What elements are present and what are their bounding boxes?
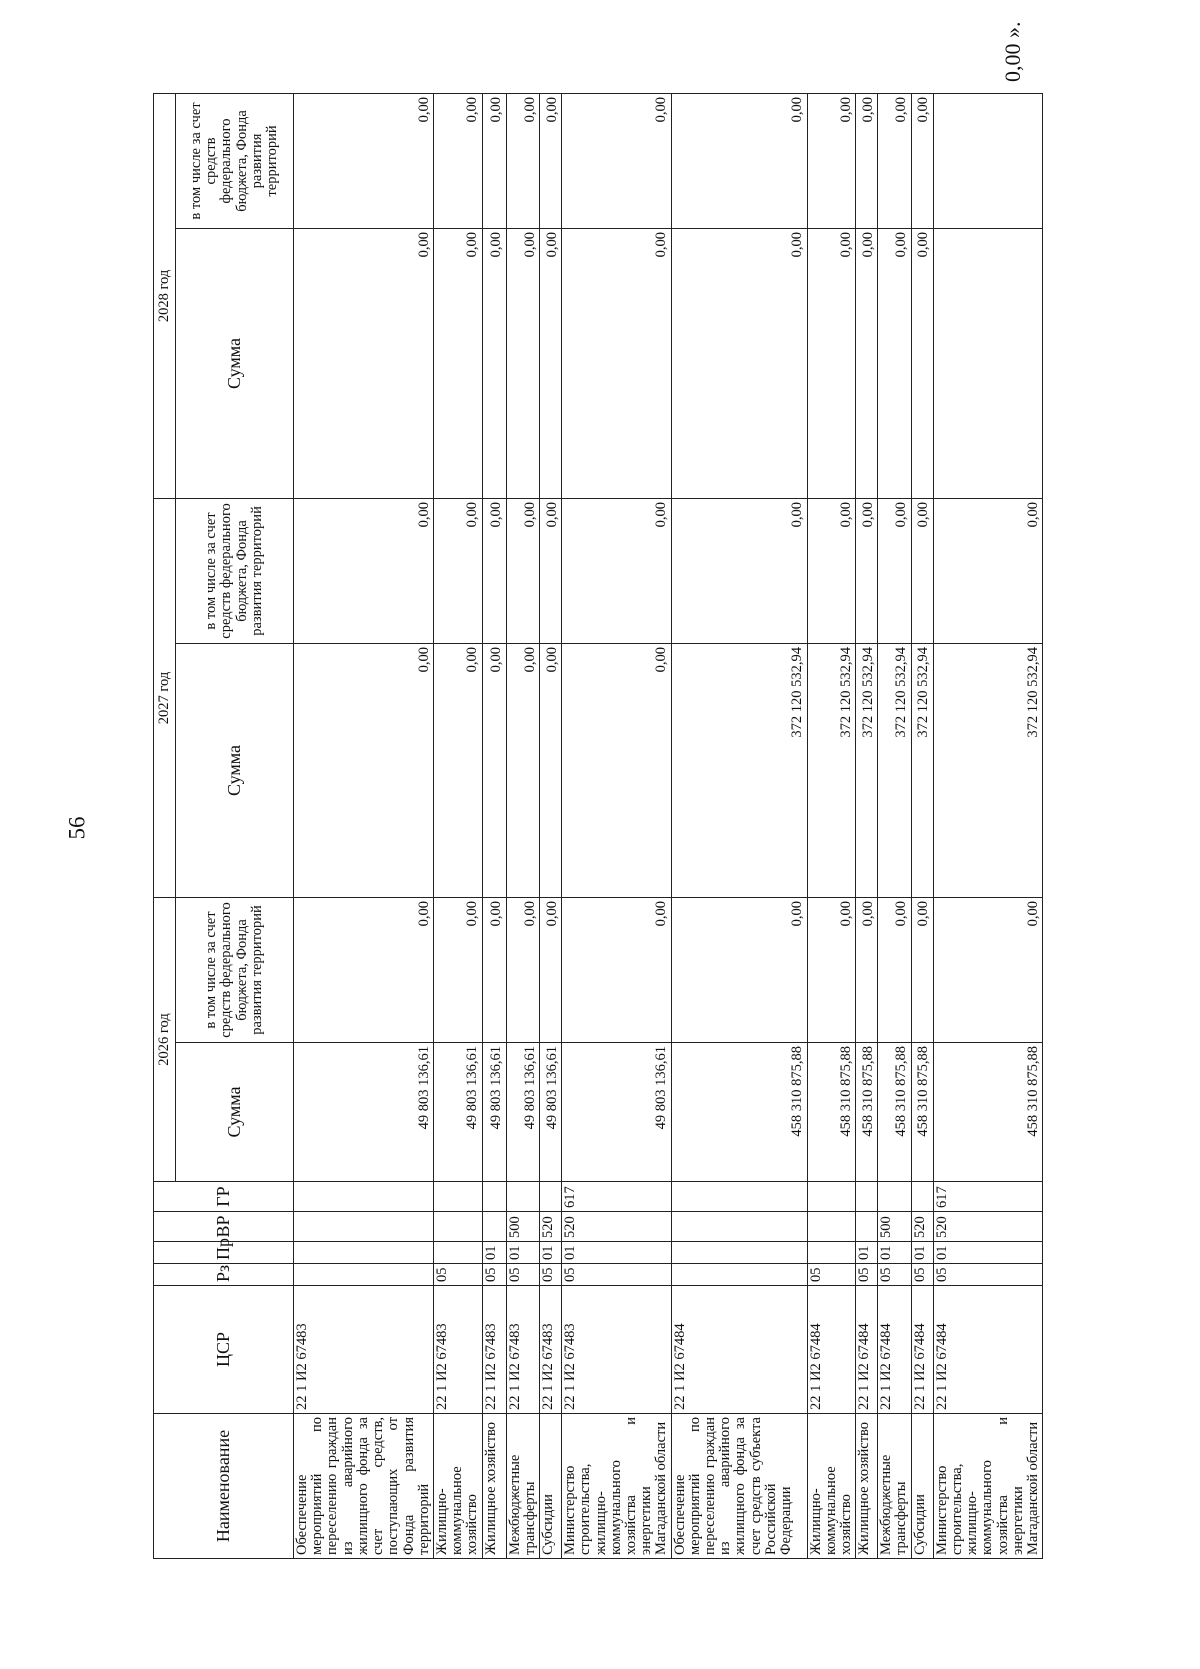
row-fed-2026: 0,00	[933, 897, 1043, 1042]
row-fed-2027: 0,00	[671, 498, 807, 643]
row-vr: 500	[506, 1212, 539, 1242]
row-sum-2026: 49 803 136,61	[562, 1043, 672, 1182]
row-fed-2028: 0,00	[540, 93, 562, 228]
row-sum-2028: 0,00	[856, 228, 878, 498]
row-sum-2028: 0,00	[482, 228, 506, 498]
row-rz: 05	[562, 1264, 672, 1286]
row-fed-2026: 0,00	[911, 897, 933, 1042]
row-sum-2026: 49 803 136,61	[540, 1043, 562, 1182]
row-fed-2028: 0,00	[562, 93, 672, 228]
row-sum-2027: 372 120 532,94	[933, 643, 1043, 897]
table-row	[506, 93, 539, 1558]
row-fed-2027: 0,00	[878, 498, 911, 643]
header-fed-2026: в том числе за счет средств федерального бюджета, Фонда развития территорий	[176, 897, 294, 1042]
row-sum-2026: 49 803 136,61	[433, 1043, 482, 1182]
row-sum-2028: 0,00	[540, 228, 562, 498]
row-sum-2027: 0,00	[562, 643, 672, 897]
row-sum-2026: 458 310 875,88	[856, 1043, 878, 1182]
row-gr	[482, 1182, 506, 1212]
row-sum-2026: 458 310 875,88	[878, 1043, 911, 1182]
row-fed-2027: 0,00	[807, 498, 856, 643]
header-year-2028: 2028 год	[154, 93, 176, 498]
row-fed-2027: 0,00	[294, 498, 434, 643]
row-csr: 22 1 И2 67484	[856, 1286, 878, 1414]
row-csr: 22 1 И2 67483	[482, 1286, 506, 1414]
row-sum-2028: 0,00	[911, 228, 933, 498]
row-fed-2026: 0,00	[506, 897, 539, 1042]
row-gr	[540, 1182, 562, 1212]
header-sum-2027: Сумма	[176, 643, 294, 897]
row-csr: 22 1 И2 67483	[433, 1286, 482, 1414]
table-row	[878, 93, 911, 1558]
row-gr	[433, 1182, 482, 1212]
row-fed-2026: 0,00	[562, 897, 672, 1042]
row-name: Министерство строительства, жилищно-коммунального хозяйства и энергетики Магаданской области	[562, 1414, 672, 1559]
row-gr	[671, 1182, 807, 1212]
table-row	[671, 93, 807, 1558]
header-fed-2027: в том числе за счет средств федерального бюджета, Фонда развития территорий	[176, 498, 294, 643]
header-sum-2028: Сумма	[176, 228, 294, 498]
row-gr	[807, 1182, 856, 1212]
row-vr: 520	[562, 1212, 672, 1242]
row-gr	[506, 1182, 539, 1212]
row-sum-2027: 372 120 532,94	[856, 643, 878, 897]
header-year-2027: 2027 год	[154, 498, 176, 897]
row-vr	[294, 1212, 434, 1242]
row-rz: 05	[540, 1264, 562, 1286]
row-sum-2026: 49 803 136,61	[294, 1043, 434, 1182]
row-sum-2027: 0,00	[540, 643, 562, 897]
row-name: Обеспечение мероприятий по переселению граждан из аварийного жилищного фонда за счет средств субъекта Российской Федерации	[671, 1414, 807, 1559]
row-csr: 22 1 И2 67484	[933, 1286, 1043, 1414]
row-csr: 22 1 И2 67484	[807, 1286, 856, 1414]
row-sum-2026: 49 803 136,61	[506, 1043, 539, 1182]
row-rz: 05	[506, 1264, 539, 1286]
row-rz: 05	[856, 1264, 878, 1286]
row-gr: 617	[933, 1182, 1043, 1212]
row-gr: 617	[562, 1182, 672, 1212]
row-sum-2026: 458 310 875,88	[807, 1043, 856, 1182]
row-rz	[671, 1264, 807, 1286]
row-sum-2028: 0,00	[294, 228, 434, 498]
row-vr: 500	[878, 1212, 911, 1242]
row-fed-2027: 0,00	[433, 498, 482, 643]
row-sum-2026: 458 310 875,88	[911, 1043, 933, 1182]
row-fed-2026: 0,00	[856, 897, 878, 1042]
row-rz: 05	[433, 1264, 482, 1286]
row-rz	[294, 1264, 434, 1286]
row-fed-2028: 0,00	[807, 93, 856, 228]
table-row	[433, 93, 482, 1558]
row-sum-2027: 372 120 532,94	[878, 643, 911, 897]
row-vr: 520	[911, 1212, 933, 1242]
row-fed-2026: 0,00	[294, 897, 434, 1042]
row-fed-2027: 0,00	[506, 498, 539, 643]
row-name: Субсидии	[540, 1414, 562, 1559]
table-body	[294, 93, 1043, 1558]
header-name: Наименование	[154, 1414, 294, 1559]
row-vr	[671, 1212, 807, 1242]
row-fed-2028	[933, 93, 1043, 228]
row-fed-2027: 0,00	[856, 498, 878, 643]
row-vr	[433, 1212, 482, 1242]
row-csr: 22 1 И2 67483	[562, 1286, 672, 1414]
row-vr: 520	[933, 1212, 1043, 1242]
row-sum-2028: 0,00	[878, 228, 911, 498]
budget-table	[153, 93, 1043, 1559]
row-rz: 05	[482, 1264, 506, 1286]
row-vr	[482, 1212, 506, 1242]
row-name: Межбюджетные трансферты	[878, 1414, 911, 1559]
row-fed-2026: 0,00	[482, 897, 506, 1042]
row-rz: 05	[878, 1264, 911, 1286]
row-vr: 520	[540, 1212, 562, 1242]
row-fed-2027: 0,00	[911, 498, 933, 643]
row-gr	[856, 1182, 878, 1212]
row-sum-2027: 0,00	[433, 643, 482, 897]
header-csr: ЦСР	[154, 1286, 294, 1414]
row-pr	[807, 1242, 856, 1264]
row-pr: 01	[506, 1242, 539, 1264]
row-name: Обеспечение мероприятий по переселению граждан из аварийного жилищного фонда за счет средств, поступающих от Фонда развития территорий	[294, 1414, 434, 1559]
row-gr	[911, 1182, 933, 1212]
row-fed-2028: 0,00	[294, 93, 434, 228]
row-sum-2027: 0,00	[294, 643, 434, 897]
row-sum-2026: 458 310 875,88	[671, 1043, 807, 1182]
row-pr: 01	[540, 1242, 562, 1264]
row-fed-2028: 0,00	[878, 93, 911, 228]
row-sum-2028	[933, 228, 1043, 498]
row-fed-2026: 0,00	[433, 897, 482, 1042]
header-sum-2026: Сумма	[176, 1043, 294, 1182]
row-sum-2027: 0,00	[506, 643, 539, 897]
row-fed-2028: 0,00	[911, 93, 933, 228]
row-csr: 22 1 И2 67484	[671, 1286, 807, 1414]
row-sum-2026: 458 310 875,88	[933, 1043, 1043, 1182]
row-fed-2027: 0,00	[933, 498, 1043, 643]
row-gr	[294, 1182, 434, 1212]
row-fed-2028: 0,00	[856, 93, 878, 228]
table-row	[911, 93, 933, 1558]
row-pr: 01	[856, 1242, 878, 1264]
row-name: Жилищно-коммунальное хозяйство	[433, 1414, 482, 1559]
row-fed-2026: 0,00	[807, 897, 856, 1042]
row-gr	[878, 1182, 911, 1212]
budget-table-rotated	[153, 94, 1041, 1559]
row-fed-2026: 0,00	[540, 897, 562, 1042]
header-rz: Рз	[154, 1264, 294, 1286]
row-pr: 01	[933, 1242, 1043, 1264]
table-row	[562, 93, 672, 1558]
header-vr: ВР	[154, 1212, 294, 1242]
row-name: Жилищное хозяйство	[856, 1414, 878, 1559]
row-sum-2028: 0,00	[807, 228, 856, 498]
row-sum-2028: 0,00	[506, 228, 539, 498]
table-row	[807, 93, 856, 1558]
row-sum-2028: 0,00	[562, 228, 672, 498]
row-pr	[671, 1242, 807, 1264]
row-sum-2027: 372 120 532,94	[807, 643, 856, 897]
row-name: Субсидии	[911, 1414, 933, 1559]
page-number: 56	[64, 816, 90, 840]
row-csr: 22 1 И2 67484	[878, 1286, 911, 1414]
row-rz: 05	[933, 1264, 1043, 1286]
row-pr: 01	[878, 1242, 911, 1264]
row-fed-2028: 0,00	[506, 93, 539, 228]
row-fed-2028: 0,00	[433, 93, 482, 228]
header-pr: Пр	[154, 1242, 294, 1264]
row-fed-2026: 0,00	[878, 897, 911, 1042]
row-vr	[856, 1212, 878, 1242]
row-rz: 05	[807, 1264, 856, 1286]
row-fed-2027: 0,00	[482, 498, 506, 643]
row-sum-2027: 0,00	[482, 643, 506, 897]
row-pr: 01	[911, 1242, 933, 1264]
row-pr	[433, 1242, 482, 1264]
row-vr	[807, 1212, 856, 1242]
row-fed-2027: 0,00	[562, 498, 672, 643]
row-sum-2027: 372 120 532,94	[671, 643, 807, 897]
row-fed-2027: 0,00	[540, 498, 562, 643]
row-csr: 22 1 И2 67483	[294, 1286, 434, 1414]
table-row	[856, 93, 878, 1558]
row-rz: 05	[911, 1264, 933, 1286]
row-sum-2028: 0,00	[671, 228, 807, 498]
row-name: Министерство строительства, жилищно-коммунального хозяйства и энергетики Магаданской области	[933, 1414, 1043, 1559]
row-name: Жилищное хозяйство	[482, 1414, 506, 1559]
row-csr: 22 1 И2 67484	[911, 1286, 933, 1414]
row-fed-2028: 0,00	[482, 93, 506, 228]
row-pr: 01	[482, 1242, 506, 1264]
row-sum-2028: 0,00	[433, 228, 482, 498]
table-row	[540, 93, 562, 1558]
header-year-2026: 2026 год	[154, 897, 176, 1181]
header-fed-2028: в том числе за счет средств федерального бюджета, Фонда развития территорий	[176, 93, 294, 228]
row-sum-2027: 372 120 532,94	[911, 643, 933, 897]
row-csr: 22 1 И2 67483	[506, 1286, 539, 1414]
table-row	[482, 93, 506, 1558]
row-sum-2026: 49 803 136,61	[482, 1043, 506, 1182]
row-pr: 01	[562, 1242, 672, 1264]
row-name: Жилищно-коммунальное хозяйство	[807, 1414, 856, 1559]
header-gr: ГР	[154, 1182, 294, 1212]
table-row	[294, 93, 434, 1558]
row-name: Межбюджетные трансферты	[506, 1414, 539, 1559]
row-csr: 22 1 И2 67483	[540, 1286, 562, 1414]
row-fed-2028: 0,00	[671, 93, 807, 228]
row-pr	[294, 1242, 434, 1264]
closing-mark: 0,00 ».	[1000, 21, 1025, 82]
table-row	[933, 93, 1043, 1558]
row-fed-2026: 0,00	[671, 897, 807, 1042]
